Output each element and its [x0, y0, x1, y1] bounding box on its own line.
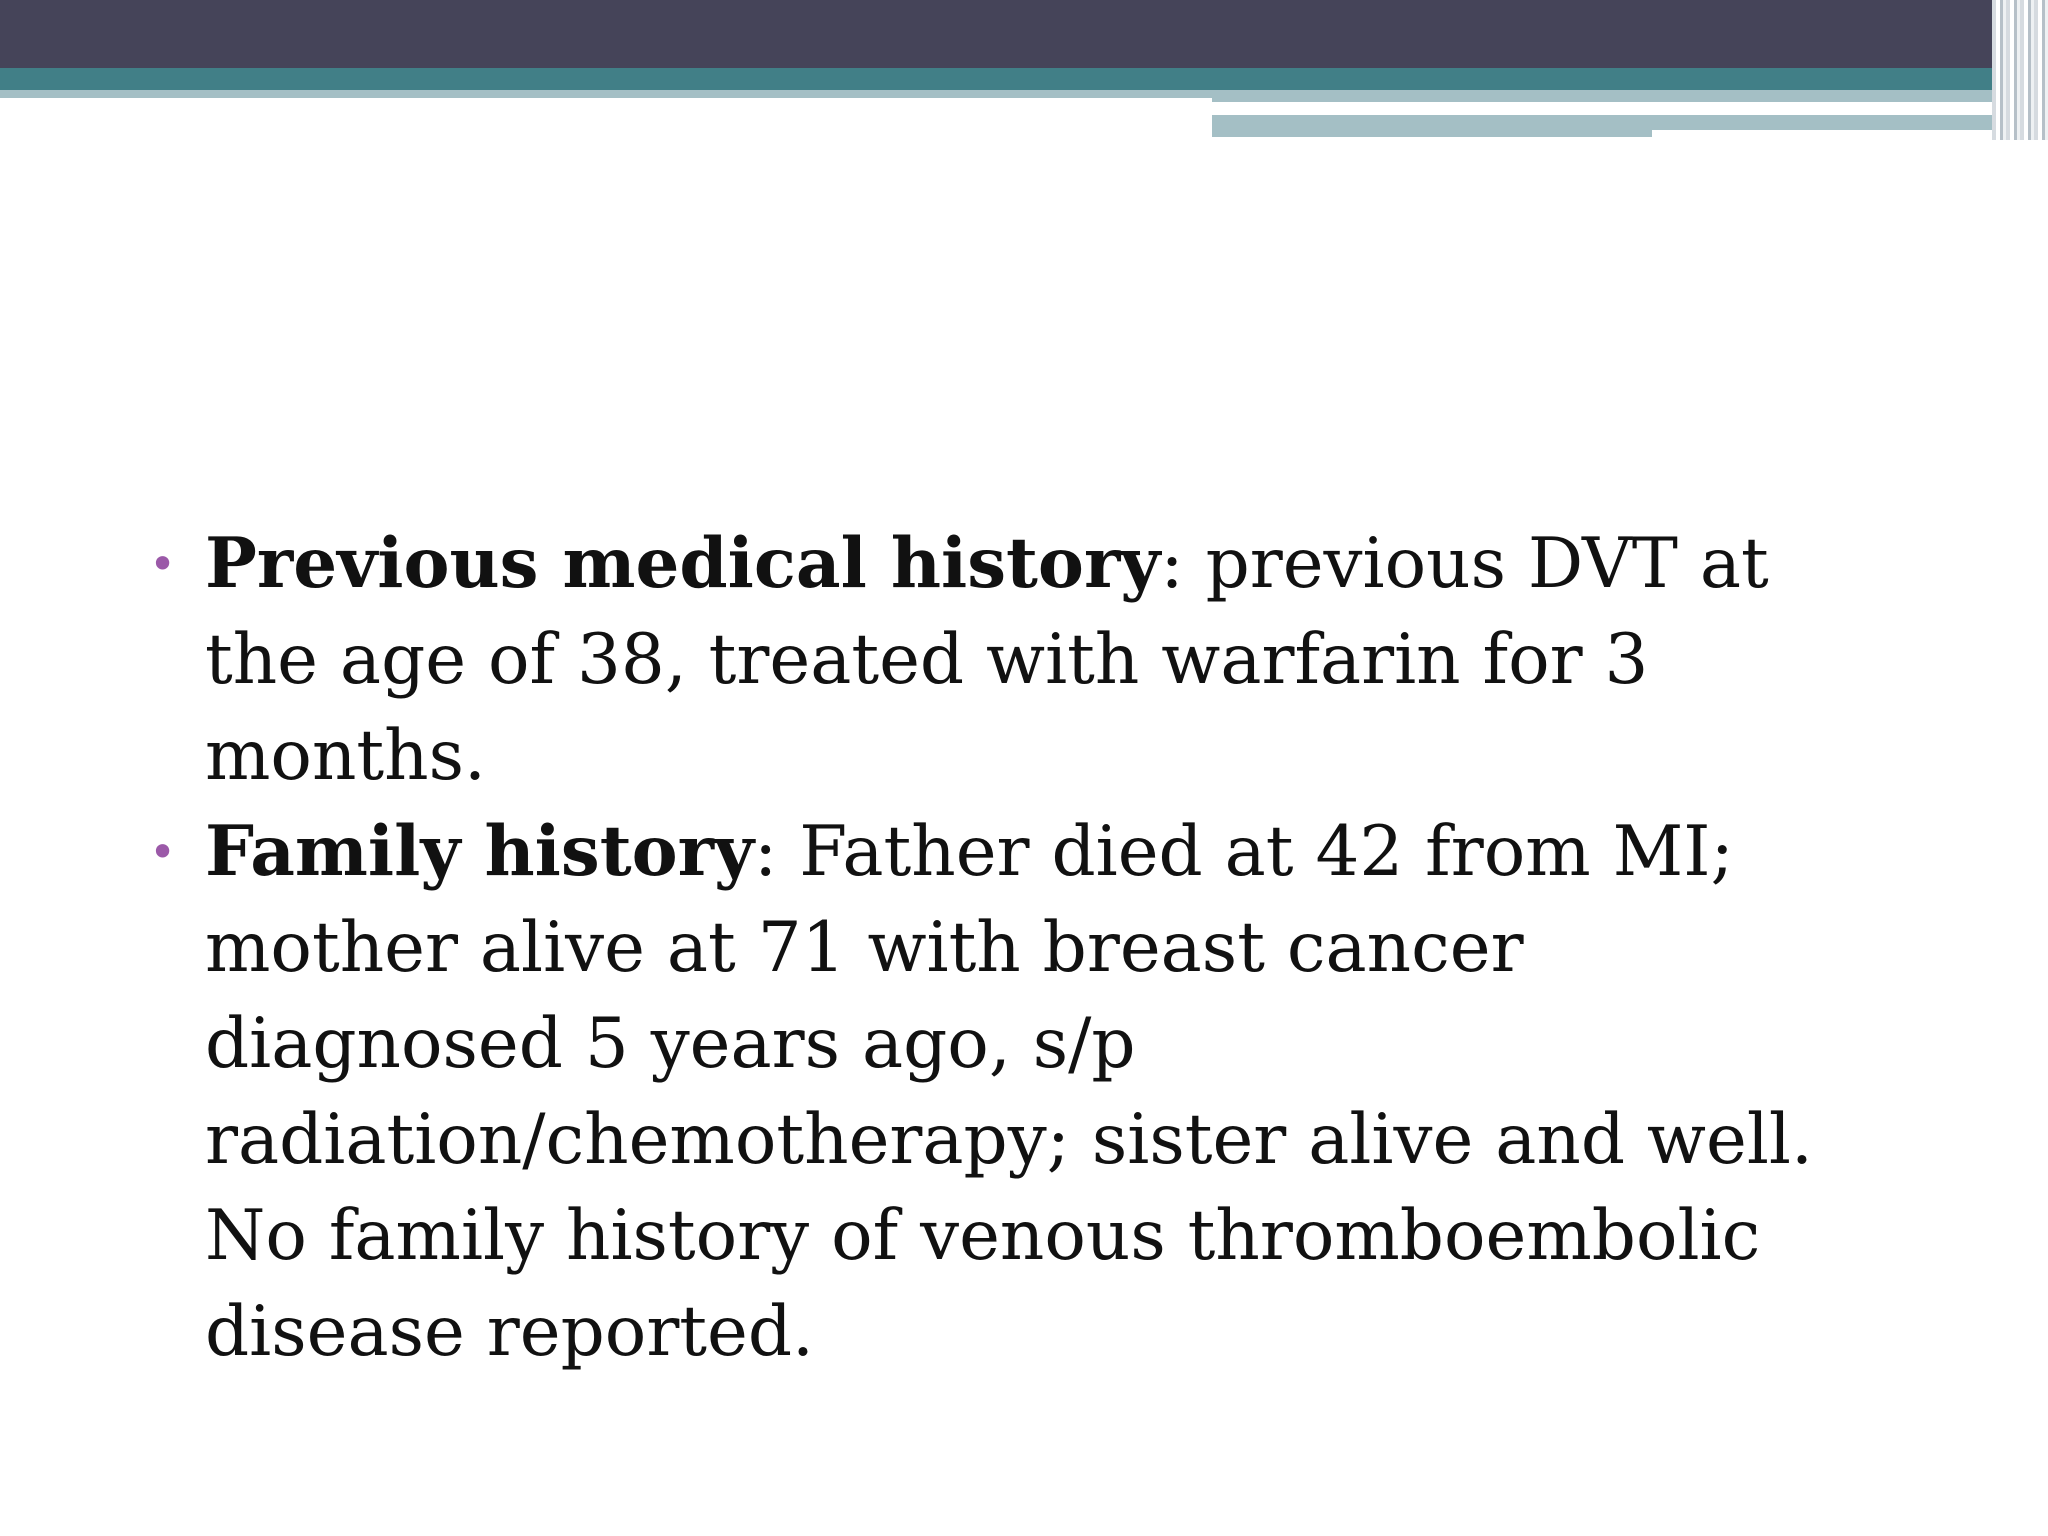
bullet-item-previous-medical-history: [145, 516, 1895, 804]
bullet-dot-icon: •: [149, 537, 177, 591]
bullet-dot-icon: •: [149, 825, 177, 879]
header-dark-bar: [0, 0, 2048, 68]
header-teal-bar: [0, 68, 2010, 90]
bullet-text: : previous DVT at the age of 38, treated with warfarin for 3 months.: [205, 524, 1769, 796]
slide-body: [145, 516, 1895, 1380]
bullet-text: : Father died at 42 from MI; mother alive at 71 with breast cancer diagnosed 5 years ago, s/p radiation/chemotherapy; sister alive and well. No family history of venous thromboembolic disease reported.: [205, 812, 1813, 1372]
header-light-bar-lower-right: [1652, 115, 2010, 130]
header-edge-stripes: [1992, 0, 2048, 140]
bullet-item-family-history: [145, 804, 1895, 1380]
bullet-list: [145, 516, 1895, 1380]
bullet-term: Previous medical history: [205, 523, 1161, 604]
bullet-term: Family history: [205, 811, 755, 892]
header-light-bar-lower: [1212, 115, 1652, 137]
header-light-bar-right: [1212, 90, 2010, 102]
header-light-bar-left: [0, 90, 1212, 98]
